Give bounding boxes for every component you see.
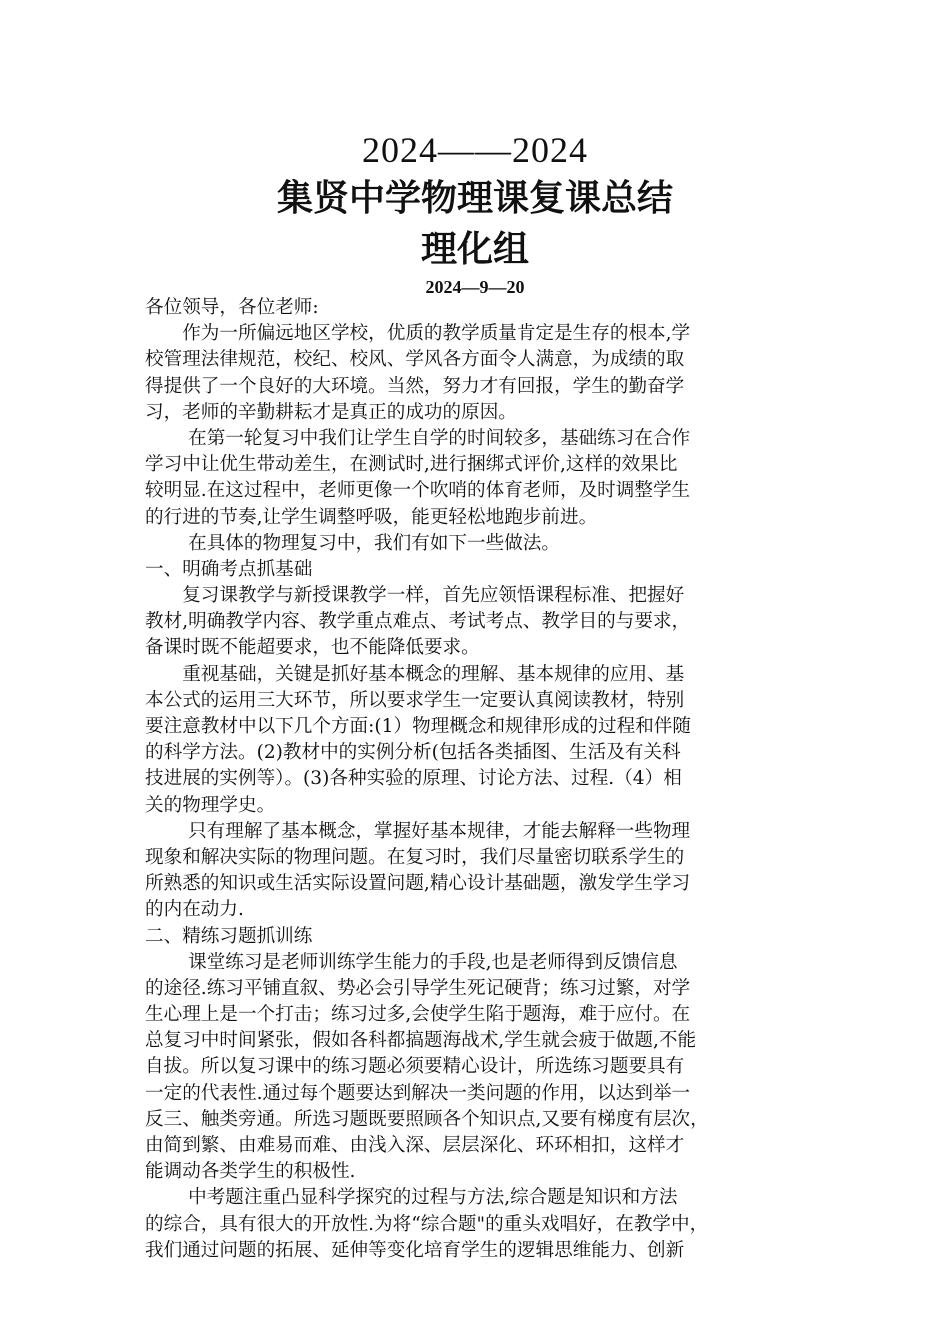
text-line: 的内在动力. xyxy=(145,899,244,921)
text-line: 只有理解了基本概念，掌握好基本规律，才能去解释一些物理 xyxy=(145,820,691,842)
text-line: 的途径.练习平铺直叙、势必会引导学生死记硬背；练习过繁，对学 xyxy=(145,977,691,999)
text-line: 总复习中时间紧张，假如各科都搞题海战术,学生就会疲于做题,不能 xyxy=(145,1030,697,1052)
text-line: 中考题注重凸显科学探究的过程与方法,综合题是知识和方法 xyxy=(145,1187,678,1209)
text-line: 生心理上是一个打击；练习过多,会使学生陷于题海，难于应付。在 xyxy=(145,1004,691,1026)
text-line: 得提供了一个良好的大环境。当然，努力才有回报，学生的勤奋学 xyxy=(145,375,685,397)
title-years: 2024——2024 xyxy=(362,130,588,170)
text-line: 校管理法律规范，校纪、校风、学风各方面令人满意，为成绩的取 xyxy=(145,349,685,371)
title-block xyxy=(0,126,950,300)
text-line: 二、精练习题抓训练 xyxy=(145,925,313,947)
text-line: 在具体的物理复习中，我们有如下一些做法。 xyxy=(145,532,560,554)
text-line: 较明显.在这过程中，老师更像一个吹哨的体育老师，及时调整学生 xyxy=(145,480,691,502)
text-line: 各位领导，各位老师: xyxy=(145,297,319,318)
document-title: 集贤中学物理课复课总结 xyxy=(276,177,673,219)
text-line: 所熟悉的知识或生活实际设置问题,精心设计基础题，激发学生学习 xyxy=(145,873,691,895)
text-line: 的行进的节奏,让学生调整呼吸，能更轻松地跑步前进。 xyxy=(145,506,598,528)
text-line: 的科学方法。(2)教材中的实例分析(包括各类插图、生活及有关科 xyxy=(145,742,681,764)
text-line: 复习课教学与新授课教学一样，首先应领悟课程标准、把握好 xyxy=(145,585,685,607)
text-line: 自拔。所以复习课中的练习题必须要精心设计，所选练习题要具有 xyxy=(145,1056,685,1078)
text-line: 关的物理学史。 xyxy=(145,794,276,816)
text-line: 现象和解决实际的物理问题。在复习时，我们尽量密切联系学生的 xyxy=(145,846,685,868)
document-date: 2024—9—20 xyxy=(425,277,525,297)
text-line: 一定的代表性.通过每个题要达到解决一类问题的作用，以达到举一 xyxy=(145,1082,691,1104)
text-line: 重视基础，关键是抓好基本概念的理解、基本规律的应用、基 xyxy=(145,663,685,685)
text-line: 我们通过问题的拓展、延伸等变化培育学生的逻辑思维能力、创新 xyxy=(145,1239,685,1261)
group-name: 理化组 xyxy=(420,228,529,270)
text-line: 一、明确考点抓基础 xyxy=(145,558,313,580)
text-line: 教材,明确教学内容、教学重点难点、考试考点、教学目的与要求， xyxy=(145,611,691,633)
text-line: 作为一所偏远地区学校，优质的教学质量肯定是生存的根本,学 xyxy=(145,323,691,345)
text-line: 反三、触类旁通。所选习题既要照顾各个知识点,又要有梯度有层次， xyxy=(145,1108,709,1130)
text-line: 课堂练习是老师训练学生能力的手段,也是老师得到反馈信息 xyxy=(145,951,678,973)
text-line: 要注意教材中以下几个方面:(1）物理概念和规律形成的过程和伴随 xyxy=(145,716,691,737)
document-body xyxy=(145,295,825,1264)
text-line: 能调动各类学生的积极性. xyxy=(145,1161,356,1183)
text-line: 技进展的实例等）。(3)各种实验的原理、讨论方法、过程.（4）相 xyxy=(145,768,682,790)
text-line: 本公式的运用三大环节，所以要求学生一定要认真阅读教材，特别 xyxy=(145,689,685,711)
text-line: 的综合，具有很大的开放性.为将“综合题"的重头戏唱好，在教学中， xyxy=(145,1213,709,1235)
text-line: 备课时既不能超要求，也不能降低要求。 xyxy=(145,637,480,659)
text-line: 习，老师的辛勤耕耘才是真正的成功的原因。 xyxy=(145,401,517,423)
text-line: 在第一轮复习中我们让学生自学的时间较多，基础练习在合作 xyxy=(145,427,691,449)
text-line: 由简到繁、由难易而难、由浅入深、层层深化、环环相扣，这样才 xyxy=(145,1135,685,1156)
text-line: 学习中让优生带动差生，在测试时,进行捆绑式评价,这样的效果比 xyxy=(145,454,678,476)
